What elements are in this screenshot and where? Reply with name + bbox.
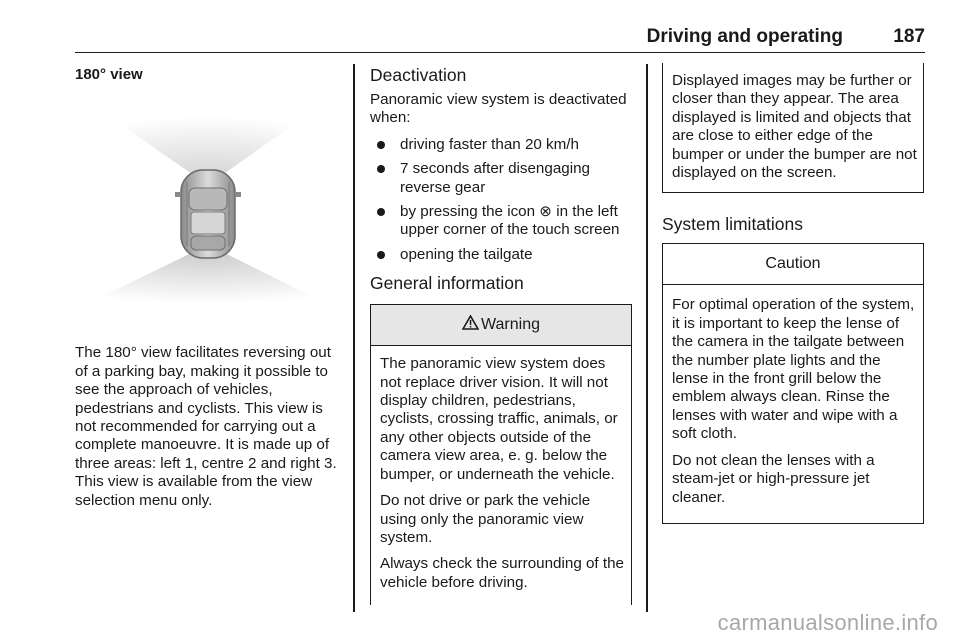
warning-paragraph: The panoramic view system does not replace driver vision. It will not display children, pedestrians, cyclists, crossing traffic, animals, or any other objects outside of the camera view area, e. g. below the bumper, or underneath the vehicle.	[380, 355, 618, 483]
bullet-icon	[377, 165, 385, 173]
view-description: The 180° view facilitates reversing out of a parking bay, making it possible to see the approach of vehicles, pedestrians and cyclists. This view is not recommended for carrying out a complete manoeuvre. It is made up of three areas: left 1, centre 2 and right 3. This view is available from the view selection menu only.	[75, 344, 337, 509]
column-divider-1	[353, 64, 355, 612]
caution-paragraph: For optimal operation of the system, it is important to keep the lense of the camera in the tailgate between the number plate lights and the lense in the front grill below the emblem always clean. Rinse the lenses with water and wipe with a soft cloth.	[672, 296, 915, 443]
column-2	[370, 64, 632, 605]
column-1	[75, 64, 339, 518]
list-item: by pressing the icon ⊗ in the left upper corner of the touch screen	[370, 203, 632, 240]
warning-continued-box	[662, 63, 924, 193]
list-item: driving faster than 20 km/h	[370, 136, 632, 154]
bullet-icon	[377, 251, 385, 259]
section-title: Driving and operating	[646, 26, 843, 47]
warning-box	[370, 304, 632, 605]
column-divider-2	[646, 64, 648, 612]
list-item: opening the tailgate	[370, 246, 632, 264]
view-subheading: 180° view	[75, 66, 143, 83]
warning-triangle-icon	[462, 315, 479, 330]
deactivation-intro: Panoramic view system is deactivated when:	[370, 91, 627, 127]
deactivation-heading: Deactivation	[370, 65, 467, 85]
camera-view-illustration	[75, 104, 339, 314]
deactivation-list	[370, 136, 632, 264]
page-header	[75, 0, 925, 53]
warning-body	[371, 346, 631, 606]
warning-continued-text: Displayed images may be further or closer than they appear. The area displayed is limited and objects that are close to either edge of the bumper or under the bumper are not displayed on the screen.	[672, 72, 917, 182]
general-information-heading: General information	[370, 273, 524, 294]
watermark: carmanualsonline.info	[717, 610, 938, 635]
bullet-icon	[377, 208, 385, 216]
caution-box	[662, 243, 924, 523]
caution-body	[663, 285, 923, 522]
caution-title: Caution	[663, 244, 923, 285]
system-limitations-heading: System limitations	[662, 214, 804, 235]
list-item: 7 seconds after disengaging reverse gear	[370, 160, 632, 197]
page-number: 187	[893, 26, 925, 47]
bullet-icon	[377, 141, 385, 149]
warning-paragraph: Always check the surrounding of the vehicle before driving.	[380, 555, 624, 591]
caution-paragraph: Do not clean the lenses with a steam-jet or high-pressure jet cleaner.	[672, 451, 875, 506]
warning-header	[371, 305, 631, 346]
car-top-view-icon	[75, 104, 339, 314]
column-3	[662, 64, 924, 524]
warning-title: Warning	[481, 316, 540, 334]
warning-paragraph: Do not drive or park the vehicle using only the panoramic view system.	[380, 492, 591, 546]
